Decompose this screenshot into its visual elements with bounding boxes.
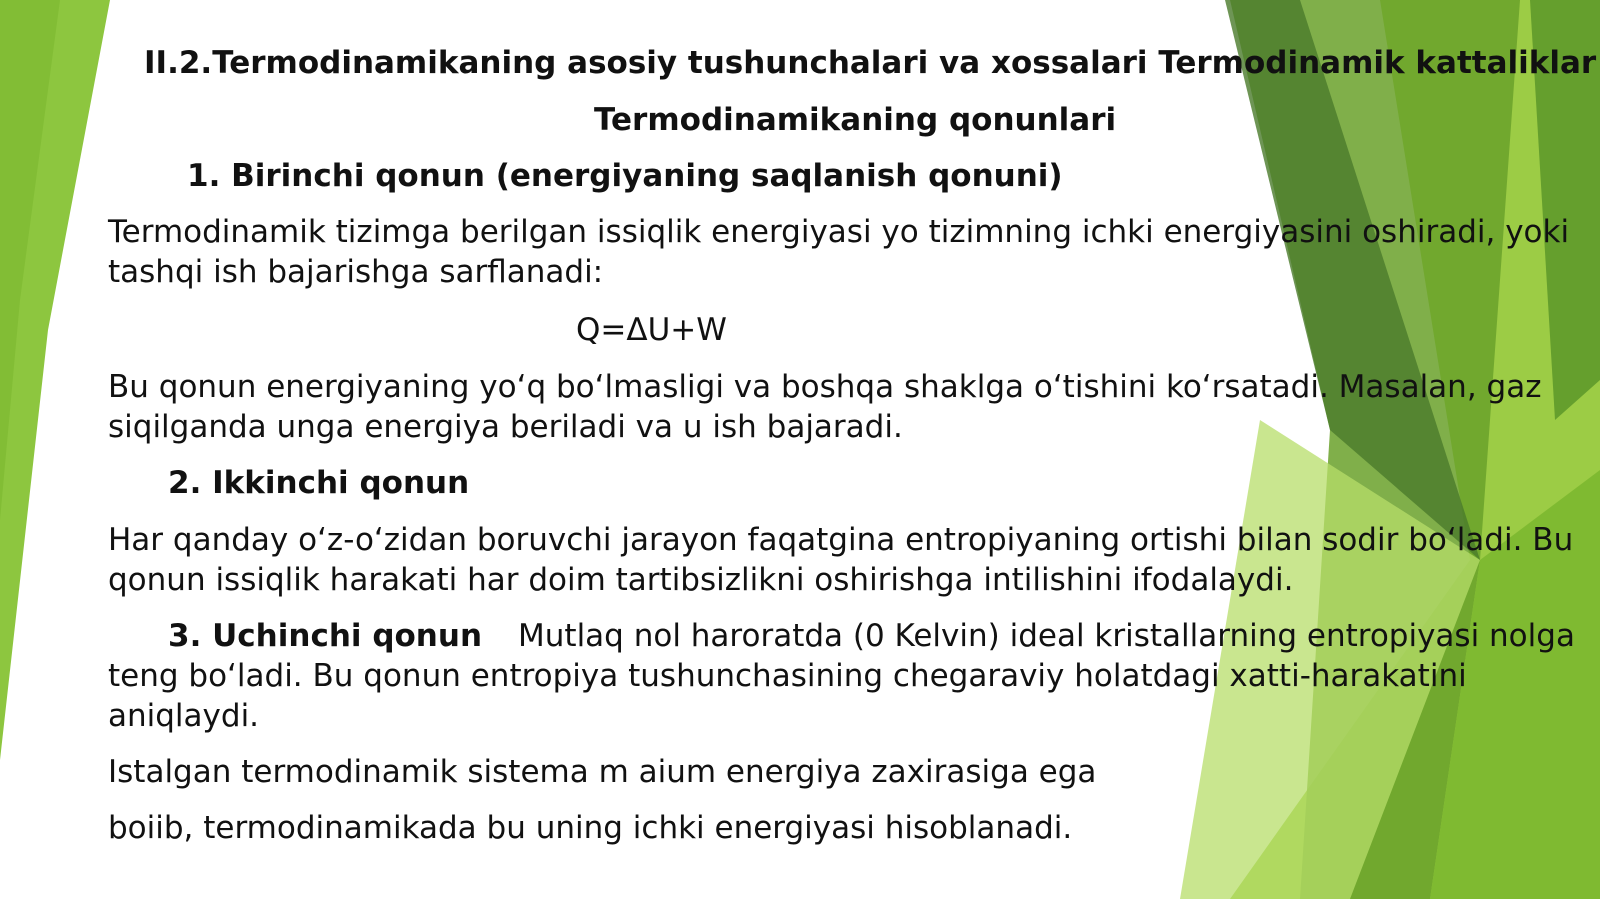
law1-heading: 1. Birinchi qonun (energiyaning saqlanish qonuni) [187, 158, 1063, 194]
slide-subtitle: Termodinamikaning qonunlari [594, 102, 1117, 138]
closing-line-2: boiib, termodinamikada bu uning ichki energiyasi hisoblanadi. [108, 810, 1073, 846]
law2-text: Har qanday o‘z-o‘zidan boruvchi jarayon faqatgina entropiyaning ortishi bilan sodir bo‘ladi. Bu qonun issiqlik harakati har doim tartibsizlikni oshirishga intilishini ifodalaydi. [108, 522, 1574, 598]
law1-text: Termodinamik tizimga berilgan issiqlik energiyasi yo tizimning ichki energiyasini oshiradi, yoki tashqi ish bajarishga sarflanadi: [108, 214, 1570, 290]
closing-line-1: Istalgan termodinamik sistema m aium energiya zaxirasiga ega [108, 754, 1097, 790]
law1-explanation: Bu qonun energiyaning yo‘q bo‘lmasligi va boshqa shaklga o‘tishini ko‘rsatadi. Masalan, gaz siqilganda unga energiya beriladi va u ish bajaradi. [108, 369, 1542, 445]
law3-paragraph [108, 616, 1588, 736]
law3-heading: 3. Uchinchi qonun [168, 618, 483, 654]
law2-heading: 2. Ikkinchi qonun [168, 465, 470, 501]
formula: Q=ΔU+W [576, 312, 727, 348]
law3-text: Mutlaq nol haroratda (0 Kelvin) ideal kristallarning entropiyasi nolga teng bo‘ladi. Bu qonun entropiya tushunchasining chegaraviy holatdagi xatti-harakatini aniqlaydi. [108, 618, 1575, 734]
slide-title: II.2.Termodinamikaning asosiy tushunchalari va xossalari Termodinamik kattaliklar [144, 45, 1597, 81]
